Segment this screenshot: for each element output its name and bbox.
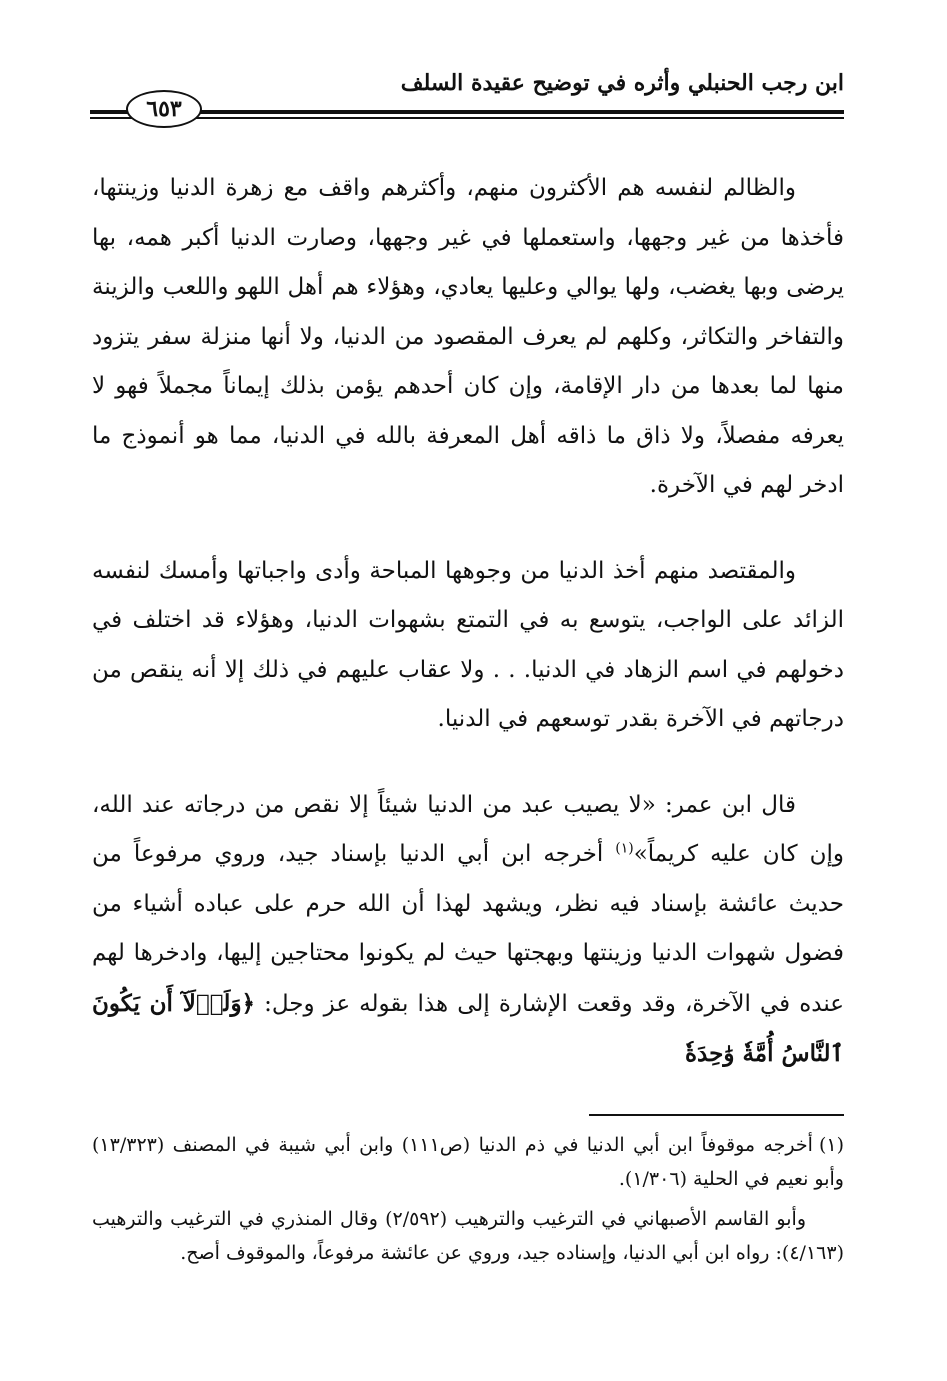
main-text	[92, 164, 844, 1080]
running-head-title: ابن رجب الحنبلي وأثره في توضيح عقيدة السلف	[400, 70, 844, 96]
header-rule-thick	[90, 110, 844, 114]
footnotes	[92, 1128, 844, 1270]
footnote-separator	[589, 1114, 844, 1116]
footnote-1	[92, 1128, 844, 1196]
paragraph-oppressor: والظالم لنفسه هم الأكثرون منهم، وأكثرهم واقف مع زهرة الدنيا وزينتها، فأخذها من غير وجهها، واستعملها في غير وجهها، وصارت الدنيا أكبر همه، بها يرضى وبها يغضب، ولها يوالي وعليها يعادي، وهؤلاء هم أهل اللهو واللعب والزينة والتفاخر والتكاثر، وكلهم لم يعرف المقصود من الدنيا، ولا أنها منزلة سفر يتزود منها لما بعدها من دار الإقامة، وإن كان أحدهم يؤمن بذلك إيماناً مجملاً فهو لا يعرفه مفصلاً، ولا ذاق ما ذاقه أهل المعرفة بالله في الدنيا، مما هو أنموذج ما ادخر لهم في الآخرة.	[92, 175, 844, 498]
ibn-umar-quote: قال ابن عمر: «لا يصيب عبد من الدنيا شيئاً إلا نقص من درجاته عند الله، وإن كان عليه كريماً»	[92, 791, 844, 867]
paragraph-ibn-umar	[92, 781, 844, 1080]
footnote-1-number: (١)	[818, 1134, 844, 1156]
footnote-1-text: أخرجه موقوفاً ابن أبي الدنيا في ذم الدنيا (ص١١١) وابن أبي شيبة في المصنف (١٣/٣٢٣) وأبو نعيم في الحلية (١/٣٠٦).	[92, 1134, 844, 1190]
page-number: ٦٥٣	[126, 90, 202, 128]
footnote-reference-1[interactable]: (١)	[615, 840, 634, 857]
footnote-1-continuation: وأبو القاسم الأصبهاني في الترغيب والترهيب (٢/٥٩٢) وقال المنذري في الترغيب والترهيب (٤/١٦٣): رواه ابن أبي الدنيا، وإسناده جيد، وروي عن عائشة مرفوعاً، والموقوف أصح.	[92, 1208, 844, 1264]
ibn-umar-commentary: أخرجه ابن أبي الدنيا بإسناد جيد، وروي مرفوعاً من حديث عائشة بإسناد فيه نظر، ويشهد لهذا أن الله حرم على عباده أشياء من فضول شهوات الدنيا وزينتها وبهجتها حيث لم يكونوا محتاجين إليها، وادخرها لهم عنده في الآخرة، وقد وقعت الإشارة إلى هذا بقوله عز وجل:	[92, 841, 844, 1017]
paragraph-moderate: والمقتصد منهم أخذ الدنيا من وجوهها المباحة وأدى واجباتها وأمسك لنفسه الزائد على الواجب، يتوسع به في التمتع بشهوات الدنيا، وهؤلاء قد اختلف في دخولهم في اسم الزهاد في الدنيا. . . ولا عقاب عليهم في ذلك إلا أنه ينقص من درجاتهم في الآخرة بقدر توسعهم في الدنيا.	[92, 557, 844, 732]
quran-verse: ﴿وَلَوۡلَآ أَن يَكُونَ ٱلنَّاسُ أُمَّةٗ وَٰحِدَةٗ	[92, 989, 844, 1067]
header-rule-thin	[90, 117, 844, 119]
